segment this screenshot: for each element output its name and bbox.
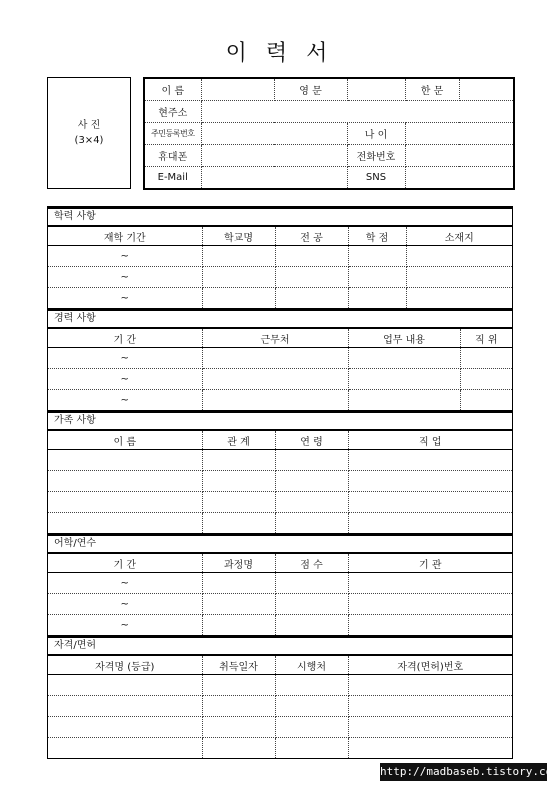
table-cell[interactable]	[202, 267, 275, 288]
sns-label: SNS	[347, 167, 405, 190]
table-cell[interactable]	[275, 696, 348, 717]
table-row	[48, 246, 512, 267]
table-cell[interactable]	[202, 471, 275, 492]
family-title: 가족 사항	[48, 411, 512, 431]
table-cell[interactable]	[202, 594, 275, 615]
education-header-gpa: 학 점	[348, 227, 406, 246]
table-cell[interactable]	[348, 717, 512, 738]
license-section	[47, 635, 513, 759]
table-cell[interactable]	[460, 390, 512, 411]
table-cell[interactable]	[275, 573, 348, 594]
career-table	[48, 329, 512, 410]
table-row	[48, 450, 512, 471]
language-header-period: 기 간	[48, 554, 202, 573]
table-cell[interactable]	[275, 738, 348, 759]
phone-label: 전화번호	[347, 145, 405, 167]
table-cell[interactable]	[348, 594, 512, 615]
career-title: 경력 사항	[48, 309, 512, 329]
table-cell[interactable]	[348, 450, 512, 471]
table-cell[interactable]	[202, 390, 348, 411]
english-name-field[interactable]	[347, 78, 405, 101]
table-cell[interactable]	[48, 738, 202, 759]
table-cell[interactable]	[202, 369, 348, 390]
table-row	[48, 675, 512, 696]
table-cell[interactable]	[406, 246, 512, 267]
table-cell[interactable]	[202, 615, 275, 636]
license-header-date: 취득일자	[202, 656, 275, 675]
education-header-period: 재학 기간	[48, 227, 202, 246]
table-row	[48, 492, 512, 513]
table-cell[interactable]	[348, 390, 460, 411]
table-row	[48, 288, 512, 309]
family-section	[47, 410, 513, 534]
name-field[interactable]	[201, 78, 274, 101]
table-cell[interactable]	[202, 717, 275, 738]
table-cell[interactable]	[275, 513, 348, 534]
table-cell[interactable]	[275, 267, 348, 288]
id-number-field[interactable]	[201, 123, 347, 145]
table-cell[interactable]	[348, 513, 512, 534]
personal-info-table	[143, 77, 515, 190]
table-cell[interactable]	[202, 696, 275, 717]
license-header-name: 자격명 (등급)	[48, 656, 202, 675]
family-header-relation: 관 계	[202, 431, 275, 450]
table-cell[interactable]	[202, 675, 275, 696]
photo-size: (3×4)	[74, 135, 104, 146]
education-table	[48, 227, 512, 308]
table-cell[interactable]	[275, 450, 348, 471]
table-row	[48, 369, 512, 390]
photo-label: 사 진	[77, 120, 101, 131]
table-cell[interactable]	[202, 348, 348, 369]
table-cell[interactable]	[348, 615, 512, 636]
education-header-location: 소재지	[406, 227, 512, 246]
mobile-label: 휴대폰	[144, 145, 201, 167]
table-row	[48, 348, 512, 369]
table-cell[interactable]	[275, 594, 348, 615]
table-cell[interactable]	[348, 288, 406, 309]
hanja-name-field[interactable]	[459, 78, 514, 101]
table-cell[interactable]	[275, 492, 348, 513]
period-tilde[interactable]: ~	[48, 267, 202, 288]
table-cell[interactable]	[460, 348, 512, 369]
email-label: E-Mail	[144, 167, 201, 190]
table-cell[interactable]	[348, 675, 512, 696]
address-label: 현주소	[144, 101, 201, 123]
age-field[interactable]	[405, 123, 514, 145]
career-header-company: 근무처	[202, 329, 348, 348]
family-header-age: 연 령	[275, 431, 348, 450]
table-cell[interactable]	[202, 573, 275, 594]
table-row	[48, 594, 512, 615]
table-cell[interactable]	[48, 675, 202, 696]
table-row	[48, 573, 512, 594]
table-cell[interactable]	[48, 717, 202, 738]
table-row	[48, 471, 512, 492]
page-title: 이 력 서	[225, 41, 334, 66]
table-cell[interactable]	[348, 573, 512, 594]
table-row	[48, 696, 512, 717]
mobile-field[interactable]	[201, 145, 347, 167]
family-header-name: 이 름	[48, 431, 202, 450]
table-cell[interactable]	[348, 348, 460, 369]
email-field[interactable]	[201, 167, 347, 190]
table-cell[interactable]	[348, 492, 512, 513]
career-header-duty: 업무 내용	[348, 329, 460, 348]
language-header-course: 과정명	[202, 554, 275, 573]
table-cell[interactable]	[348, 471, 512, 492]
table-cell[interactable]	[348, 369, 460, 390]
table-cell[interactable]	[48, 492, 202, 513]
period-tilde[interactable]: ~	[48, 594, 202, 615]
family-header-job: 직 업	[348, 431, 512, 450]
table-cell[interactable]	[275, 675, 348, 696]
table-cell[interactable]	[348, 696, 512, 717]
table-cell[interactable]	[48, 513, 202, 534]
period-tilde[interactable]: ~	[48, 615, 202, 636]
table-cell[interactable]	[348, 267, 406, 288]
photo-box	[47, 77, 131, 189]
watermark-url: http://madbaseb.tistory.com	[380, 763, 547, 781]
career-section	[47, 308, 513, 411]
table-cell[interactable]	[275, 246, 348, 267]
table-row	[48, 267, 512, 288]
table-row	[48, 738, 512, 759]
table-cell[interactable]	[48, 471, 202, 492]
language-title: 어학/연수	[48, 534, 512, 554]
phone-field[interactable]	[405, 145, 514, 167]
language-table	[48, 554, 512, 635]
table-row	[48, 615, 512, 636]
table-row	[48, 513, 512, 534]
table-cell[interactable]	[348, 246, 406, 267]
table-cell[interactable]	[460, 369, 512, 390]
table-cell[interactable]	[275, 615, 348, 636]
period-tilde[interactable]: ~	[48, 246, 202, 267]
table-cell[interactable]	[348, 738, 512, 759]
license-header-issuer: 시행처	[275, 656, 348, 675]
address-field[interactable]	[201, 101, 514, 123]
english-name-label: 영 문	[274, 78, 347, 101]
table-cell[interactable]	[48, 696, 202, 717]
license-title: 자격/면허	[48, 636, 512, 656]
name-label: 이 름	[144, 78, 201, 101]
period-tilde[interactable]: ~	[48, 390, 202, 411]
license-table	[48, 656, 512, 758]
id-number-label: 주민등록번호	[144, 123, 201, 145]
language-section	[47, 533, 513, 636]
table-cell[interactable]	[202, 738, 275, 759]
table-cell[interactable]	[275, 288, 348, 309]
table-cell[interactable]	[202, 492, 275, 513]
table-row	[48, 717, 512, 738]
education-header-major: 전 공	[275, 227, 348, 246]
table-cell[interactable]	[275, 717, 348, 738]
education-header-school: 학교명	[202, 227, 275, 246]
language-header-institution: 기 관	[348, 554, 512, 573]
language-header-score: 점 수	[275, 554, 348, 573]
career-header-period: 기 간	[48, 329, 202, 348]
education-section	[47, 206, 513, 309]
license-header-number: 자격(면허)번호	[348, 656, 512, 675]
period-tilde[interactable]: ~	[48, 348, 202, 369]
family-table	[48, 431, 512, 533]
period-tilde[interactable]: ~	[48, 573, 202, 594]
age-label: 나 이	[347, 123, 405, 145]
hanja-name-label: 한 문	[405, 78, 459, 101]
table-cell[interactable]	[275, 471, 348, 492]
table-cell[interactable]	[202, 450, 275, 471]
table-cell[interactable]	[202, 246, 275, 267]
period-tilde[interactable]: ~	[48, 369, 202, 390]
table-cell[interactable]	[406, 288, 512, 309]
table-cell[interactable]	[202, 288, 275, 309]
sns-field[interactable]	[405, 167, 514, 190]
education-title: 학력 사항	[48, 207, 512, 227]
table-cell[interactable]	[48, 450, 202, 471]
table-cell[interactable]	[202, 513, 275, 534]
career-header-position: 직 위	[460, 329, 512, 348]
table-row	[48, 390, 512, 411]
period-tilde[interactable]: ~	[48, 288, 202, 309]
table-cell[interactable]	[406, 267, 512, 288]
